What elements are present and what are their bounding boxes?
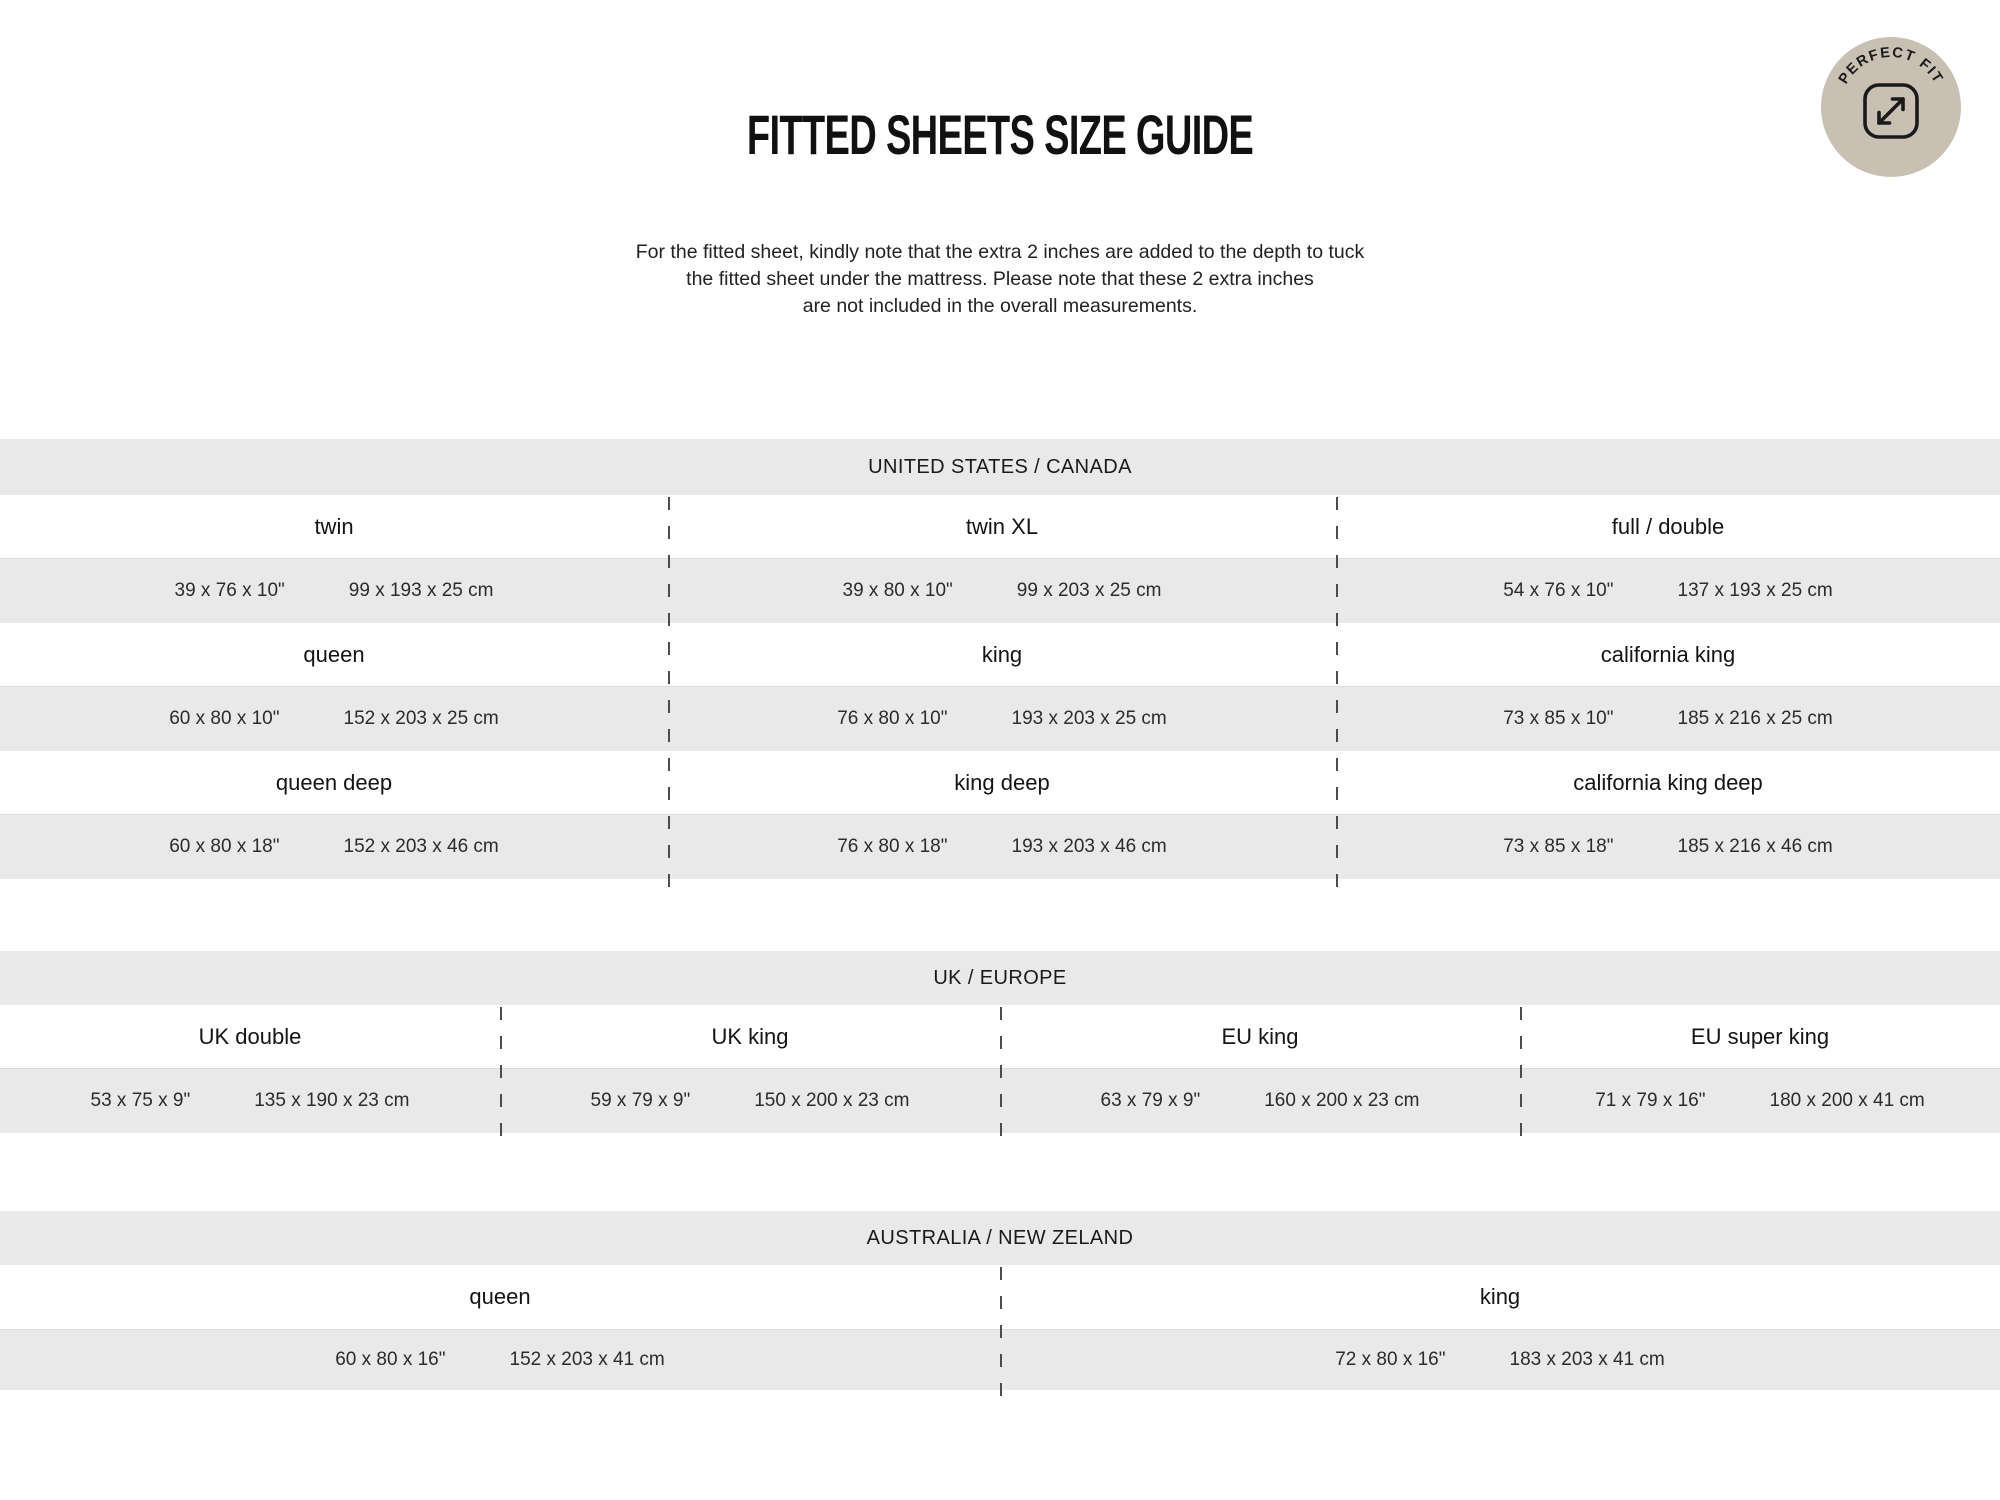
section-title-australia-nz: AUSTRALIA / NEW ZELAND (0, 1211, 2000, 1265)
size-cell (0, 1069, 500, 1133)
size-cm: 99 x 203 x 25 cm (1016, 580, 1162, 601)
perfect-fit-badge (1820, 36, 1962, 178)
size-label-uk-king: UK king (711, 1023, 789, 1049)
size-cell (1336, 815, 2000, 879)
size-label-twin: twin (314, 513, 354, 539)
intro-note-line: the fitted sheet under the mattress. Please note that these 2 extra inches (686, 268, 1314, 290)
size-cm: 180 x 200 x 41 cm (1769, 1090, 1925, 1111)
column-divider (1000, 1007, 1002, 1149)
page-title: FITTED SHEETS SIZE GUIDE (746, 103, 1254, 166)
size-cell (0, 1330, 1000, 1390)
intro-note-line: are not included in the overall measurements. (802, 295, 1198, 317)
size-inches: 76 x 80 x 18" (837, 836, 948, 857)
size-cell (1520, 1069, 2000, 1133)
size-inches: 76 x 80 x 10" (837, 708, 948, 729)
size-cm: 160 x 200 x 23 cm (1264, 1090, 1420, 1111)
size-cell (668, 559, 1336, 623)
size-measurement-row (0, 686, 2000, 751)
size-inches: 59 x 79 x 9" (590, 1090, 691, 1111)
size-cell (1000, 1069, 1520, 1133)
size-label-queen-deep: queen deep (275, 769, 393, 795)
size-inches: 39 x 76 x 10" (174, 580, 285, 601)
size-label-au-queen: queen (469, 1284, 531, 1309)
size-cm: 193 x 203 x 46 cm (1011, 836, 1167, 857)
size-cm: 135 x 190 x 23 cm (254, 1090, 410, 1111)
size-cm: 137 x 193 x 25 cm (1677, 580, 1833, 601)
size-inches: 60 x 80 x 10" (169, 708, 280, 729)
size-inches: 73 x 85 x 18" (1503, 836, 1614, 857)
size-cm: 185 x 216 x 46 cm (1677, 836, 1833, 857)
size-inches: 53 x 75 x 9" (90, 1090, 191, 1111)
size-name-row (0, 623, 2000, 686)
size-inches: 60 x 80 x 16" (335, 1349, 446, 1370)
size-label-eu-super-king: EU super king (1690, 1023, 1830, 1049)
section-australia-nz (0, 1211, 2000, 1390)
section-rows (0, 1265, 2000, 1390)
size-label-california-king: california king (1600, 641, 1736, 667)
size-inches: 60 x 80 x 18" (169, 836, 280, 857)
size-inches: 39 x 80 x 10" (842, 580, 953, 601)
size-cell (1000, 1330, 2000, 1390)
section-uk-europe (0, 951, 2000, 1133)
size-label-eu-king: EU king (1221, 1023, 1299, 1049)
size-cell (0, 687, 668, 751)
size-inches: 72 x 80 x 16" (1335, 1349, 1446, 1370)
size-cm: 99 x 193 x 25 cm (348, 580, 494, 601)
size-name-row (0, 495, 2000, 558)
size-cm: 152 x 203 x 25 cm (343, 708, 499, 729)
section-title-us-canada: UNITED STATES / CANADA (0, 439, 2000, 495)
size-inches: 54 x 76 x 10" (1503, 580, 1614, 601)
size-label-au-king: king (1479, 1284, 1521, 1309)
size-label-california-king-deep: california king deep (1573, 769, 1763, 795)
size-cm: 183 x 203 x 41 cm (1509, 1349, 1665, 1370)
size-inches: 63 x 79 x 9" (1100, 1090, 1201, 1111)
section-rows (0, 1005, 2000, 1133)
size-cell (0, 815, 668, 879)
size-label-uk-double: UK double (198, 1023, 302, 1049)
size-cell (668, 815, 1336, 879)
intro-note-line: For the fitted sheet, kindly note that the extra 2 inches are added to the depth to tuck (635, 241, 1365, 263)
size-cell (668, 687, 1336, 751)
size-cm: 193 x 203 x 25 cm (1011, 708, 1167, 729)
section-title-uk-europe: UK / EUROPE (0, 951, 2000, 1005)
column-divider (1520, 1007, 1522, 1149)
size-cell (500, 1069, 1000, 1133)
section-us-canada (0, 439, 2000, 879)
size-inches: 71 x 79 x 16" (1595, 1090, 1706, 1111)
size-cm: 150 x 200 x 23 cm (754, 1090, 910, 1111)
intro-note (0, 239, 2000, 320)
size-label-twin-xl: twin XL (965, 513, 1039, 539)
perfect-fit-badge-graphic (1820, 36, 1962, 178)
section-rows (0, 495, 2000, 879)
size-name-row (0, 751, 2000, 814)
size-inches: 73 x 85 x 10" (1503, 708, 1614, 729)
size-cm: 185 x 216 x 25 cm (1677, 708, 1833, 729)
size-cell (1336, 559, 2000, 623)
size-label-king: king (981, 641, 1023, 667)
badge-curved-label: PERFECT FIT (1835, 44, 1947, 87)
size-label-king-deep: king deep (954, 769, 1050, 795)
column-divider (1000, 1267, 1002, 1406)
size-label-queen: queen (303, 641, 365, 667)
size-cell (1336, 687, 2000, 751)
size-measurement-row (0, 814, 2000, 879)
column-divider (668, 497, 670, 895)
column-divider (500, 1007, 502, 1149)
size-cm: 152 x 203 x 41 cm (509, 1349, 665, 1370)
column-divider (1336, 497, 1338, 895)
size-cm: 152 x 203 x 46 cm (343, 836, 499, 857)
size-measurement-row (0, 558, 2000, 623)
size-cell (0, 559, 668, 623)
size-label-full-double: full / double (1611, 513, 1725, 539)
